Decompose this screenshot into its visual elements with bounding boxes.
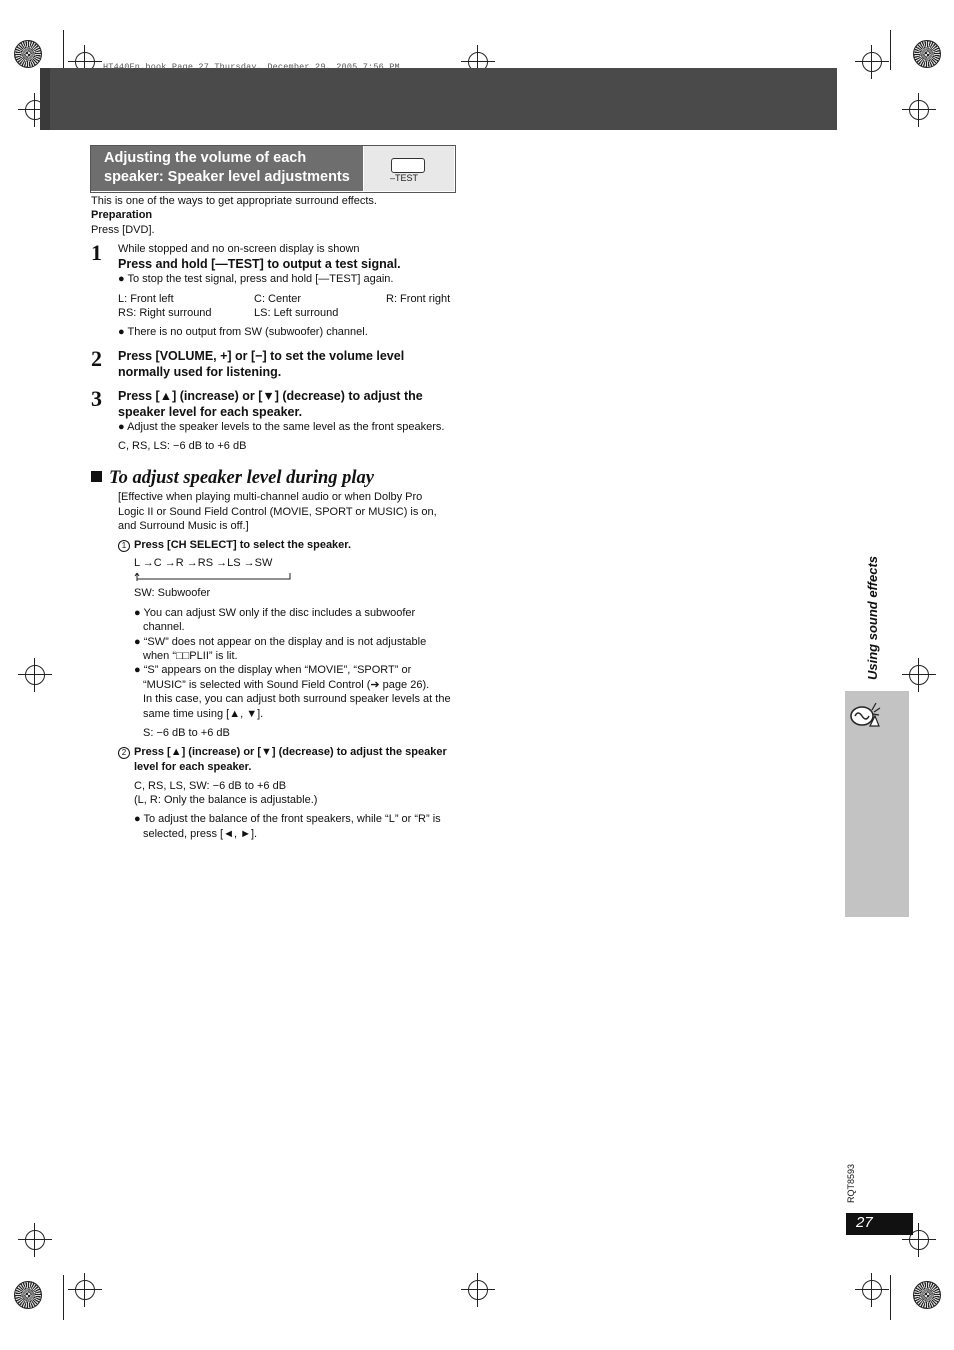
note-bullet-cont: “MUSIC” is selected with Sound Field Control (➔ page 26). xyxy=(143,679,430,691)
channel-front-left: L: Front left xyxy=(118,293,174,305)
intro-text: This is one of the ways to get appropriate surround effects. xyxy=(91,195,377,207)
subheading xyxy=(91,468,374,489)
step1-bullet: ● To stop the test signal, press and hold [—TEST] again. xyxy=(118,273,394,285)
trim-line xyxy=(890,1275,891,1320)
crosshair-mark xyxy=(862,52,882,72)
surround-range: S: −6 dB to +6 dB xyxy=(143,727,230,739)
substep-1-text: Press [CH SELECT] to select the speaker. xyxy=(134,539,352,551)
step1-instruction: Press and hold [—TEST] to output a test signal. xyxy=(118,257,401,271)
note-bullet: ● “S” appears on the display when “MOVIE”, “SPORT” or xyxy=(134,664,412,676)
registration-burst-top-right xyxy=(913,40,941,68)
sequence-return-arrow xyxy=(134,570,294,582)
note-bullet-cont: when “□□PLII” is lit. xyxy=(143,650,238,662)
crosshair-mark xyxy=(25,1230,45,1250)
header-band xyxy=(40,68,837,130)
preparation-label: Preparation xyxy=(91,209,153,221)
registration-burst-bottom-left xyxy=(14,1281,42,1309)
page-number: 27 xyxy=(856,1214,873,1231)
step-number: 2 xyxy=(91,346,102,371)
preparation-text: Press [DVD]. xyxy=(91,224,155,236)
section-title xyxy=(104,149,362,187)
effective-note-line: [Effective when playing multi-channel audio or when Dolby Pro xyxy=(118,491,423,503)
step1-bullet: ● There is no output from SW (subwoofer) channel. xyxy=(118,326,368,338)
step2-instruction-line2: normally used for listening. xyxy=(118,365,282,379)
test-button-label: –TEST xyxy=(390,173,419,183)
registration-burst-bottom-right xyxy=(913,1281,941,1309)
document-code: RQT8593 xyxy=(846,1163,856,1203)
range-all-channels: C, RS, LS, SW: −6 dB to +6 dB xyxy=(134,780,287,792)
sidebar-section-label: Using sound effects xyxy=(865,555,880,680)
circled-number-icon: 2 xyxy=(118,747,130,759)
note-bullet: ● “SW” does not appear on the display and is not adjustable xyxy=(134,636,427,648)
note-bullet-cont: In this case, you can adjust both surround speaker levels at the xyxy=(143,693,451,705)
substep-2-text: Press [▲] (increase) or [▼] (decrease) to adjust the speaker xyxy=(134,746,447,758)
step3-instruction-line1: Press [▲] (increase) or [▼] (decrease) to adjust the xyxy=(118,389,423,403)
subwoofer-label: SW: Subwoofer xyxy=(134,587,211,599)
sound-effects-icon xyxy=(848,700,882,728)
step1-precondition: While stopped and no on-screen display is shown xyxy=(118,243,360,255)
substep-2-text-cont: level for each speaker. xyxy=(134,761,252,773)
step-number: 1 xyxy=(91,240,102,265)
section-title-line1: Adjusting the volume of each xyxy=(104,150,307,166)
print-slug: HT440En.book Page 27 Thursday, December 29, 2005 7:56 PM xyxy=(103,62,400,72)
step-number: 3 xyxy=(91,386,102,411)
note-bullet: ● You can adjust SW only if the disc includes a subwoofer xyxy=(134,607,416,619)
step3-range: C, RS, LS: −6 dB to +6 dB xyxy=(118,440,247,452)
crosshair-mark xyxy=(909,665,929,685)
trim-line xyxy=(63,30,64,70)
trim-line xyxy=(890,30,891,70)
note-bullet-cont: selected, press [◄, ►]. xyxy=(143,828,258,840)
note-bullet: ● To adjust the balance of the front speakers, while “L” or “R” is xyxy=(134,813,441,825)
square-bullet-icon xyxy=(91,471,102,482)
channel-left-surround: LS: Left surround xyxy=(254,307,339,319)
registration-burst-top-left xyxy=(14,40,42,68)
channel-center: C: Center xyxy=(254,293,302,305)
channel-front-right: R: Front right xyxy=(386,293,451,305)
step2-instruction-line1: Press [VOLUME, +] or [−] to set the volume level xyxy=(118,349,405,363)
header-band-edge xyxy=(40,68,50,130)
effective-note-line: Logic II or Sound Field Control (MOVIE, SPORT or MUSIC) is on, xyxy=(118,506,437,518)
crosshair-mark xyxy=(75,1280,95,1300)
crosshair-mark xyxy=(862,1280,882,1300)
channel-sequence: L →C →R →RS →LS →SW xyxy=(134,557,273,569)
step3-instruction-line2: speaker level for each speaker. xyxy=(118,405,303,419)
step3-bullet: ● Adjust the speaker levels to the same level as the front speakers. xyxy=(118,421,445,433)
crosshair-mark xyxy=(25,665,45,685)
channel-right-surround: RS: Right surround xyxy=(118,307,212,319)
subheading-text: To adjust speaker level during play xyxy=(109,468,374,488)
substep-2 xyxy=(118,745,447,760)
crosshair-mark xyxy=(468,1280,488,1300)
section-title-line2: speaker: Speaker level adjustments xyxy=(104,169,350,185)
note-bullet-cont: channel. xyxy=(143,621,185,633)
trim-line xyxy=(63,1275,64,1320)
effective-note-line: and Surround Music is off.] xyxy=(118,520,249,532)
crosshair-mark xyxy=(909,100,929,120)
balance-note: (L, R: Only the balance is adjustable.) xyxy=(134,794,318,806)
note-bullet-cont: same time using [▲, ▼]. xyxy=(143,708,264,720)
substep-1 xyxy=(118,538,351,553)
test-button-icon xyxy=(391,158,425,173)
circled-number-icon: 1 xyxy=(118,540,130,552)
